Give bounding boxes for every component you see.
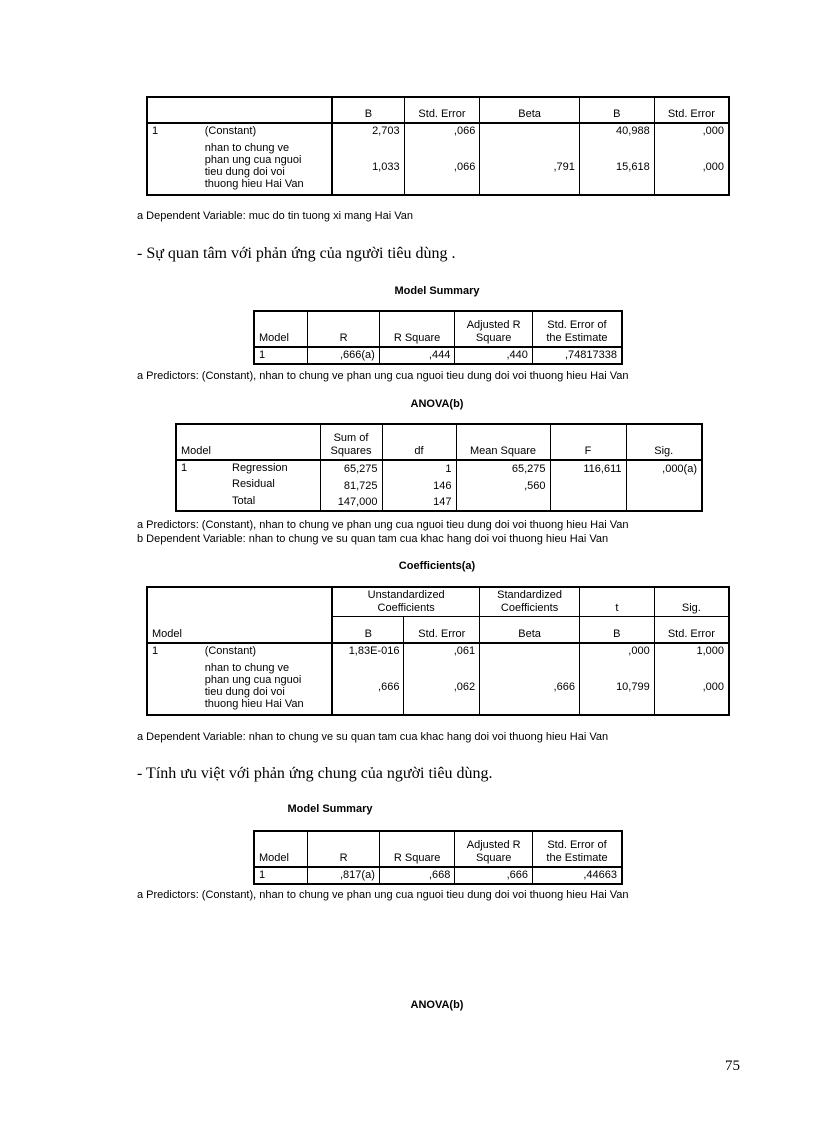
- header-line: Coefficients: [500, 602, 559, 614]
- section-heading: - Tính ưu việt với phản ứng chung của người tiêu dùng.: [137, 765, 493, 782]
- col-df: df: [382, 424, 456, 460]
- label-line: phan ung cua nguoi: [204, 673, 302, 686]
- header-line: Coefficients: [377, 602, 435, 614]
- col-mean-square: Mean Square: [456, 424, 550, 460]
- cell-t: ,000: [579, 643, 654, 661]
- col-sig: Sig.: [626, 424, 702, 460]
- cell-beta: [480, 123, 580, 141]
- cell-adjusted-r-square: ,440: [455, 347, 533, 364]
- label-line: tieu dung doi voi: [204, 685, 285, 698]
- row-label-predictor: [201, 141, 333, 195]
- cell-f: 116,611: [550, 460, 626, 477]
- cell-r: ,666(a): [308, 347, 380, 364]
- header-line: Square: [475, 852, 512, 864]
- col-adjusted-r-square: [455, 311, 533, 347]
- model-number: 1: [259, 349, 266, 361]
- col-r-square: R Square: [379, 831, 455, 867]
- cell-ms: 65,275: [456, 460, 550, 477]
- col-b: B: [332, 97, 404, 123]
- anova-table-1: [175, 423, 703, 512]
- col-std-error-estimate: [533, 831, 623, 867]
- header-line: Sum of: [333, 432, 369, 444]
- cell-ms: ,560: [456, 477, 550, 494]
- col-model: Model: [176, 424, 320, 460]
- header-line: the Estimate: [546, 332, 608, 344]
- cell-beta: [480, 643, 580, 661]
- header-line: Std. Error of: [547, 319, 607, 331]
- col-r-square: R Square: [379, 311, 455, 347]
- footnote: a Predictors: (Constant), nhan to chung ve phan ung cua nguoi tieu dung doi voi thuong hieu Hai Van: [137, 370, 629, 382]
- cell-b: 2,703: [332, 123, 404, 141]
- col-sig: Std. Error: [654, 97, 729, 123]
- label-line: thuong hieu Hai Van: [204, 697, 304, 710]
- table-title: Model Summary: [287, 803, 373, 815]
- coefficients-table-2: [146, 586, 730, 716]
- col-sig: Sig.: [654, 587, 729, 617]
- row-label: Regression: [232, 462, 288, 474]
- model-number: 1: [259, 869, 266, 881]
- model-number: 1: [181, 462, 188, 474]
- col-f: F: [550, 424, 626, 460]
- footnote: b Dependent Variable: nhan to chung ve su quan tam cua khac hang doi voi thuong hieu Hai Van: [137, 533, 609, 545]
- col-model: Model: [147, 587, 332, 643]
- cell-t: 40,988: [579, 123, 654, 141]
- table-title: ANOVA(b): [410, 398, 464, 410]
- col-sig-sub: Std. Error: [654, 617, 729, 643]
- section-heading: - Sự quan tâm với phản ứng của người tiêu dùng .: [137, 245, 456, 262]
- table-title: Coefficients(a): [398, 560, 476, 572]
- col-adjusted-r-square: [455, 831, 533, 867]
- footnote: a Dependent Variable: nhan to chung ve su quan tam cua khac hang doi voi thuong hieu Hai Van: [137, 731, 609, 743]
- cell-b: ,666: [332, 661, 404, 715]
- cell-r-square: ,668: [379, 867, 455, 884]
- label-line: nhan to chung ve: [204, 661, 290, 674]
- col-t: t: [579, 587, 654, 617]
- cell-beta: ,791: [480, 141, 580, 195]
- cell-df: 1: [382, 460, 456, 477]
- cell-ss: 65,275: [320, 460, 382, 477]
- cell-se: ,062: [404, 661, 480, 715]
- cell-sig: ,000: [654, 123, 729, 141]
- col-model: Model: [254, 311, 308, 347]
- header-line: Std. Error of: [547, 839, 607, 851]
- header-line: Standardized: [497, 589, 562, 601]
- cell-t: 15,618: [579, 141, 654, 195]
- row-label-predictor: [201, 661, 332, 715]
- header-line: the Estimate: [546, 852, 608, 864]
- cell-sig: 1,000: [654, 643, 729, 661]
- col-unstandardized: [332, 587, 480, 617]
- cell-se: ,066: [404, 123, 480, 141]
- cell-ss: 81,725: [320, 477, 382, 494]
- row-label-constant: (Constant): [204, 644, 257, 657]
- cell-se: ,066: [404, 141, 480, 195]
- cell-t: 10,799: [579, 661, 654, 715]
- label-line: thuong hieu Hai Van: [204, 178, 304, 190]
- row-label-constant: (Constant): [204, 125, 257, 137]
- label-line: nhan to chung ve: [204, 142, 290, 154]
- col-t: B: [579, 97, 654, 123]
- model-number: 1: [152, 644, 159, 657]
- cell-se: ,061: [404, 643, 480, 661]
- col-std-error: Std. Error: [404, 97, 480, 123]
- label-line: phan ung cua nguoi: [204, 154, 302, 166]
- col-standardized: [480, 587, 580, 617]
- col-std-error-estimate: [532, 311, 622, 347]
- col-r: R: [308, 311, 380, 347]
- cell-std-error-estimate: ,44663: [533, 867, 623, 884]
- col-sum-of-squares: [320, 424, 382, 460]
- cell-r: ,817(a): [308, 867, 380, 884]
- col-beta: Beta: [480, 617, 580, 643]
- col-beta: Beta: [480, 97, 580, 123]
- table-title: Model Summary: [394, 285, 480, 297]
- model-summary-table-1: [253, 310, 623, 365]
- cell-ss: 147,000: [320, 494, 382, 511]
- col-t-sub: B: [579, 617, 654, 643]
- footnote: a Predictors: (Constant), nhan to chung ve phan ung cua nguoi tieu dung doi voi thuong hieu Hai Van: [137, 519, 629, 531]
- coefficients-table-1: [146, 96, 730, 196]
- cell-sig: ,000(a): [626, 460, 702, 477]
- col-b: B: [332, 617, 404, 643]
- cell-b: 1,033: [332, 141, 404, 195]
- cell-sig: ,000: [654, 661, 729, 715]
- col-std-error: Std. Error: [404, 617, 480, 643]
- header-line: Square: [475, 332, 512, 344]
- col-r: R: [308, 831, 380, 867]
- row-label: Residual: [232, 478, 275, 490]
- header-line: Adjusted R: [466, 319, 521, 331]
- model-number: 1: [152, 125, 159, 137]
- cell-df: 146: [382, 477, 456, 494]
- cell-std-error-estimate: ,74817338: [532, 347, 622, 364]
- header-line: Adjusted R: [466, 839, 521, 851]
- model-summary-table-2: [253, 830, 623, 885]
- page-number: 75: [725, 1058, 740, 1074]
- table-title: ANOVA(b): [410, 999, 464, 1011]
- cell-b: 1,83E-016: [332, 643, 404, 661]
- header-line: Unstandardized: [367, 589, 445, 601]
- header-line: Squares: [330, 445, 372, 457]
- footnote: a Dependent Variable: muc do tin tuong xi mang Hai Van: [137, 210, 413, 222]
- footnote: a Predictors: (Constant), nhan to chung ve phan ung cua nguoi tieu dung doi voi thuong hieu Hai Van: [137, 889, 629, 901]
- label-line: tieu dung doi voi: [204, 166, 285, 178]
- cell-adjusted-r-square: ,666: [455, 867, 533, 884]
- cell-sig: ,000: [654, 141, 729, 195]
- col-model: Model: [254, 831, 308, 867]
- cell-r-square: ,444: [379, 347, 455, 364]
- cell-df: 147: [382, 494, 456, 511]
- cell-beta: ,666: [480, 661, 580, 715]
- row-label: Total: [232, 495, 256, 507]
